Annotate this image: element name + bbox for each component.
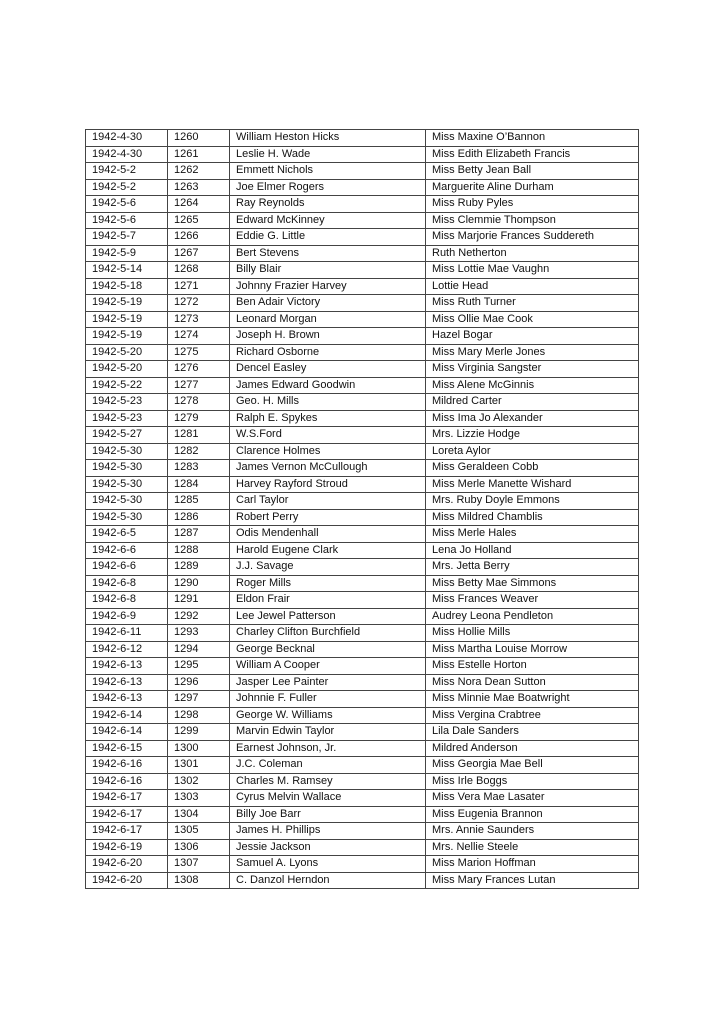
groom-name: Jessie Jackson xyxy=(230,839,426,856)
record-number: 1268 xyxy=(168,262,230,279)
groom-name: Johnnie F. Fuller xyxy=(230,691,426,708)
bride-name: Miss Frances Weaver xyxy=(426,592,639,609)
groom-name: Billy Blair xyxy=(230,262,426,279)
table-row xyxy=(86,130,639,147)
table-row xyxy=(86,806,639,823)
groom-name: Eddie G. Little xyxy=(230,229,426,246)
bride-name: Miss Ruth Turner xyxy=(426,295,639,312)
bride-name: Miss Martha Louise Morrow xyxy=(426,641,639,658)
table-row xyxy=(86,658,639,675)
table-row xyxy=(86,542,639,559)
register-body xyxy=(86,130,639,889)
groom-name: Joe Elmer Rogers xyxy=(230,179,426,196)
table-row xyxy=(86,674,639,691)
record-date: 1942-6-13 xyxy=(86,691,168,708)
bride-name: Miss Clemmie Thompson xyxy=(426,212,639,229)
groom-name: Ralph E. Spykes xyxy=(230,410,426,427)
groom-name: Eldon Frair xyxy=(230,592,426,609)
record-date: 1942-5-20 xyxy=(86,361,168,378)
record-number: 1291 xyxy=(168,592,230,609)
table-row xyxy=(86,163,639,180)
table-row xyxy=(86,493,639,510)
record-date: 1942-5-20 xyxy=(86,344,168,361)
groom-name: James H. Phillips xyxy=(230,823,426,840)
record-date: 1942-6-14 xyxy=(86,707,168,724)
bride-name: Ruth Netherton xyxy=(426,245,639,262)
table-row xyxy=(86,427,639,444)
bride-name: Miss Vera Mae Lasater xyxy=(426,790,639,807)
groom-name: Ray Reynolds xyxy=(230,196,426,213)
bride-name: Miss Minnie Mae Boatwright xyxy=(426,691,639,708)
record-number: 1284 xyxy=(168,476,230,493)
groom-name: Ben Adair Victory xyxy=(230,295,426,312)
record-number: 1278 xyxy=(168,394,230,411)
groom-name: Leonard Morgan xyxy=(230,311,426,328)
record-date: 1942-6-17 xyxy=(86,790,168,807)
table-row xyxy=(86,823,639,840)
record-date: 1942-5-27 xyxy=(86,427,168,444)
bride-name: Lena Jo Holland xyxy=(426,542,639,559)
record-date: 1942-6-6 xyxy=(86,542,168,559)
record-number: 1265 xyxy=(168,212,230,229)
table-row xyxy=(86,691,639,708)
groom-name: Dencel Easley xyxy=(230,361,426,378)
groom-name: Cyrus Melvin Wallace xyxy=(230,790,426,807)
record-date: 1942-5-23 xyxy=(86,394,168,411)
bride-name: Mrs. Annie Saunders xyxy=(426,823,639,840)
bride-name: Miss Alene McGinnis xyxy=(426,377,639,394)
table-row xyxy=(86,146,639,163)
record-number: 1305 xyxy=(168,823,230,840)
record-number: 1260 xyxy=(168,130,230,147)
groom-name: Geo. H. Mills xyxy=(230,394,426,411)
record-date: 1942-6-15 xyxy=(86,740,168,757)
bride-name: Miss Marjorie Frances Suddereth xyxy=(426,229,639,246)
record-number: 1271 xyxy=(168,278,230,295)
table-row xyxy=(86,641,639,658)
record-number: 1288 xyxy=(168,542,230,559)
groom-name: J.C. Coleman xyxy=(230,757,426,774)
bride-name: Miss Eugenia Brannon xyxy=(426,806,639,823)
bride-name: Miss Nora Dean Sutton xyxy=(426,674,639,691)
table-row xyxy=(86,757,639,774)
bride-name: Miss Betty Mae Simmons xyxy=(426,575,639,592)
record-number: 1274 xyxy=(168,328,230,345)
table-row xyxy=(86,278,639,295)
record-number: 1297 xyxy=(168,691,230,708)
record-number: 1261 xyxy=(168,146,230,163)
bride-name: Miss Ollie Mae Cook xyxy=(426,311,639,328)
bride-name: Miss Georgia Mae Bell xyxy=(426,757,639,774)
record-date: 1942-4-30 xyxy=(86,130,168,147)
table-row xyxy=(86,410,639,427)
record-number: 1300 xyxy=(168,740,230,757)
record-date: 1942-6-20 xyxy=(86,856,168,873)
groom-name: Robert Perry xyxy=(230,509,426,526)
record-date: 1942-6-8 xyxy=(86,575,168,592)
record-date: 1942-4-30 xyxy=(86,146,168,163)
record-number: 1304 xyxy=(168,806,230,823)
record-date: 1942-6-17 xyxy=(86,823,168,840)
record-number: 1277 xyxy=(168,377,230,394)
groom-name: J.J. Savage xyxy=(230,559,426,576)
record-number: 1283 xyxy=(168,460,230,477)
groom-name: Earnest Johnson, Jr. xyxy=(230,740,426,757)
table-row xyxy=(86,592,639,609)
table-row xyxy=(86,245,639,262)
table-row xyxy=(86,212,639,229)
groom-name: Clarence Holmes xyxy=(230,443,426,460)
table-row xyxy=(86,476,639,493)
table-row xyxy=(86,608,639,625)
record-number: 1287 xyxy=(168,526,230,543)
table-row xyxy=(86,361,639,378)
groom-name: Richard Osborne xyxy=(230,344,426,361)
record-date: 1942-5-6 xyxy=(86,196,168,213)
record-number: 1301 xyxy=(168,757,230,774)
record-date: 1942-6-17 xyxy=(86,806,168,823)
record-date: 1942-6-6 xyxy=(86,559,168,576)
table-row xyxy=(86,509,639,526)
groom-name: William A Cooper xyxy=(230,658,426,675)
groom-name: Billy Joe Barr xyxy=(230,806,426,823)
bride-name: Miss Mildred Chamblis xyxy=(426,509,639,526)
bride-name: Mildred Carter xyxy=(426,394,639,411)
bride-name: Miss Irle Boggs xyxy=(426,773,639,790)
record-number: 1293 xyxy=(168,625,230,642)
table-row xyxy=(86,559,639,576)
groom-name: Charley Clifton Burchfield xyxy=(230,625,426,642)
table-row xyxy=(86,575,639,592)
record-number: 1264 xyxy=(168,196,230,213)
groom-name: Lee Jewel Patterson xyxy=(230,608,426,625)
record-number: 1296 xyxy=(168,674,230,691)
record-number: 1290 xyxy=(168,575,230,592)
groom-name: Odis Mendenhall xyxy=(230,526,426,543)
groom-name: Jasper Lee Painter xyxy=(230,674,426,691)
record-date: 1942-6-11 xyxy=(86,625,168,642)
bride-name: Miss Maxine O’Bannon xyxy=(426,130,639,147)
record-number: 1308 xyxy=(168,872,230,889)
groom-name: Bert Stevens xyxy=(230,245,426,262)
table-row xyxy=(86,790,639,807)
groom-name: Samuel A. Lyons xyxy=(230,856,426,873)
record-date: 1942-6-20 xyxy=(86,872,168,889)
record-number: 1276 xyxy=(168,361,230,378)
table-row xyxy=(86,377,639,394)
record-date: 1942-5-30 xyxy=(86,493,168,510)
bride-name: Lila Dale Sanders xyxy=(426,724,639,741)
record-number: 1302 xyxy=(168,773,230,790)
record-number: 1262 xyxy=(168,163,230,180)
bride-name: Miss Mary Frances Lutan xyxy=(426,872,639,889)
record-number: 1267 xyxy=(168,245,230,262)
table-row xyxy=(86,625,639,642)
bride-name: Marguerite Aline Durham xyxy=(426,179,639,196)
bride-name: Miss Lottie Mae Vaughn xyxy=(426,262,639,279)
record-date: 1942-5-2 xyxy=(86,179,168,196)
table-row xyxy=(86,311,639,328)
table-row xyxy=(86,740,639,757)
record-date: 1942-5-6 xyxy=(86,212,168,229)
record-number: 1299 xyxy=(168,724,230,741)
groom-name: George Becknal xyxy=(230,641,426,658)
table-row xyxy=(86,229,639,246)
bride-name: Miss Ruby Pyles xyxy=(426,196,639,213)
bride-name: Miss Marion Hoffman xyxy=(426,856,639,873)
record-number: 1294 xyxy=(168,641,230,658)
groom-name: George W. Williams xyxy=(230,707,426,724)
table-row xyxy=(86,856,639,873)
table-row xyxy=(86,295,639,312)
table-row xyxy=(86,344,639,361)
record-number: 1292 xyxy=(168,608,230,625)
record-number: 1272 xyxy=(168,295,230,312)
record-date: 1942-5-18 xyxy=(86,278,168,295)
record-number: 1286 xyxy=(168,509,230,526)
record-number: 1279 xyxy=(168,410,230,427)
groom-name: Joseph H. Brown xyxy=(230,328,426,345)
table-row xyxy=(86,526,639,543)
record-number: 1285 xyxy=(168,493,230,510)
record-date: 1942-5-30 xyxy=(86,476,168,493)
groom-name: Charles M. Ramsey xyxy=(230,773,426,790)
table-row xyxy=(86,328,639,345)
bride-name: Miss Merle Manette Wishard xyxy=(426,476,639,493)
bride-name: Mrs. Jetta Berry xyxy=(426,559,639,576)
bride-name: Mrs. Nellie Steele xyxy=(426,839,639,856)
groom-name: Carl Taylor xyxy=(230,493,426,510)
record-number: 1298 xyxy=(168,707,230,724)
bride-name: Miss Ima Jo Alexander xyxy=(426,410,639,427)
record-date: 1942-5-2 xyxy=(86,163,168,180)
bride-name: Lottie Head xyxy=(426,278,639,295)
table-row xyxy=(86,872,639,889)
groom-name: Harvey Rayford Stroud xyxy=(230,476,426,493)
record-number: 1266 xyxy=(168,229,230,246)
bride-name: Miss Mary Merle Jones xyxy=(426,344,639,361)
record-date: 1942-6-12 xyxy=(86,641,168,658)
table-row xyxy=(86,196,639,213)
groom-name: W.S.Ford xyxy=(230,427,426,444)
record-date: 1942-5-7 xyxy=(86,229,168,246)
record-date: 1942-6-19 xyxy=(86,839,168,856)
record-date: 1942-5-19 xyxy=(86,295,168,312)
bride-name: Audrey Leona Pendleton xyxy=(426,608,639,625)
groom-name: James Vernon McCullough xyxy=(230,460,426,477)
record-number: 1295 xyxy=(168,658,230,675)
record-date: 1942-6-13 xyxy=(86,658,168,675)
record-number: 1275 xyxy=(168,344,230,361)
table-row xyxy=(86,460,639,477)
bride-name: Miss Virginia Sangster xyxy=(426,361,639,378)
groom-name: Harold Eugene Clark xyxy=(230,542,426,559)
record-number: 1282 xyxy=(168,443,230,460)
bride-name: Miss Betty Jean Ball xyxy=(426,163,639,180)
record-date: 1942-6-16 xyxy=(86,757,168,774)
record-date: 1942-6-16 xyxy=(86,773,168,790)
groom-name: Roger Mills xyxy=(230,575,426,592)
table-row xyxy=(86,724,639,741)
groom-name: James Edward Goodwin xyxy=(230,377,426,394)
groom-name: Johnny Frazier Harvey xyxy=(230,278,426,295)
table-row xyxy=(86,707,639,724)
record-number: 1306 xyxy=(168,839,230,856)
record-number: 1289 xyxy=(168,559,230,576)
record-date: 1942-5-19 xyxy=(86,311,168,328)
record-number: 1281 xyxy=(168,427,230,444)
record-date: 1942-5-19 xyxy=(86,328,168,345)
table-row xyxy=(86,839,639,856)
bride-name: Mildred Anderson xyxy=(426,740,639,757)
record-date: 1942-6-8 xyxy=(86,592,168,609)
record-date: 1942-6-9 xyxy=(86,608,168,625)
groom-name: Marvin Edwin Taylor xyxy=(230,724,426,741)
record-date: 1942-6-14 xyxy=(86,724,168,741)
record-date: 1942-5-30 xyxy=(86,509,168,526)
record-number: 1263 xyxy=(168,179,230,196)
record-number: 1303 xyxy=(168,790,230,807)
bride-name: Loreta Aylor xyxy=(426,443,639,460)
groom-name: C. Danzol Herndon xyxy=(230,872,426,889)
record-number: 1307 xyxy=(168,856,230,873)
bride-name: Miss Vergina Crabtree xyxy=(426,707,639,724)
bride-name: Miss Estelle Horton xyxy=(426,658,639,675)
bride-name: Hazel Bogar xyxy=(426,328,639,345)
bride-name: Miss Edith Elizabeth Francis xyxy=(426,146,639,163)
record-date: 1942-5-30 xyxy=(86,460,168,477)
record-date: 1942-5-30 xyxy=(86,443,168,460)
record-date: 1942-5-22 xyxy=(86,377,168,394)
record-date: 1942-6-13 xyxy=(86,674,168,691)
table-row xyxy=(86,262,639,279)
bride-name: Mrs. Lizzie Hodge xyxy=(426,427,639,444)
record-date: 1942-5-9 xyxy=(86,245,168,262)
table-row xyxy=(86,179,639,196)
bride-name: Miss Geraldeen Cobb xyxy=(426,460,639,477)
groom-name: Edward McKinney xyxy=(230,212,426,229)
table-row xyxy=(86,443,639,460)
record-date: 1942-5-14 xyxy=(86,262,168,279)
groom-name: William Heston Hicks xyxy=(230,130,426,147)
record-date: 1942-6-5 xyxy=(86,526,168,543)
record-date: 1942-5-23 xyxy=(86,410,168,427)
table-row xyxy=(86,773,639,790)
table-row xyxy=(86,394,639,411)
groom-name: Emmett Nichols xyxy=(230,163,426,180)
bride-name: Miss Merle Hales xyxy=(426,526,639,543)
record-number: 1273 xyxy=(168,311,230,328)
groom-name: Leslie H. Wade xyxy=(230,146,426,163)
bride-name: Miss Hollie Mills xyxy=(426,625,639,642)
marriage-register-table xyxy=(85,129,639,889)
bride-name: Mrs. Ruby Doyle Emmons xyxy=(426,493,639,510)
